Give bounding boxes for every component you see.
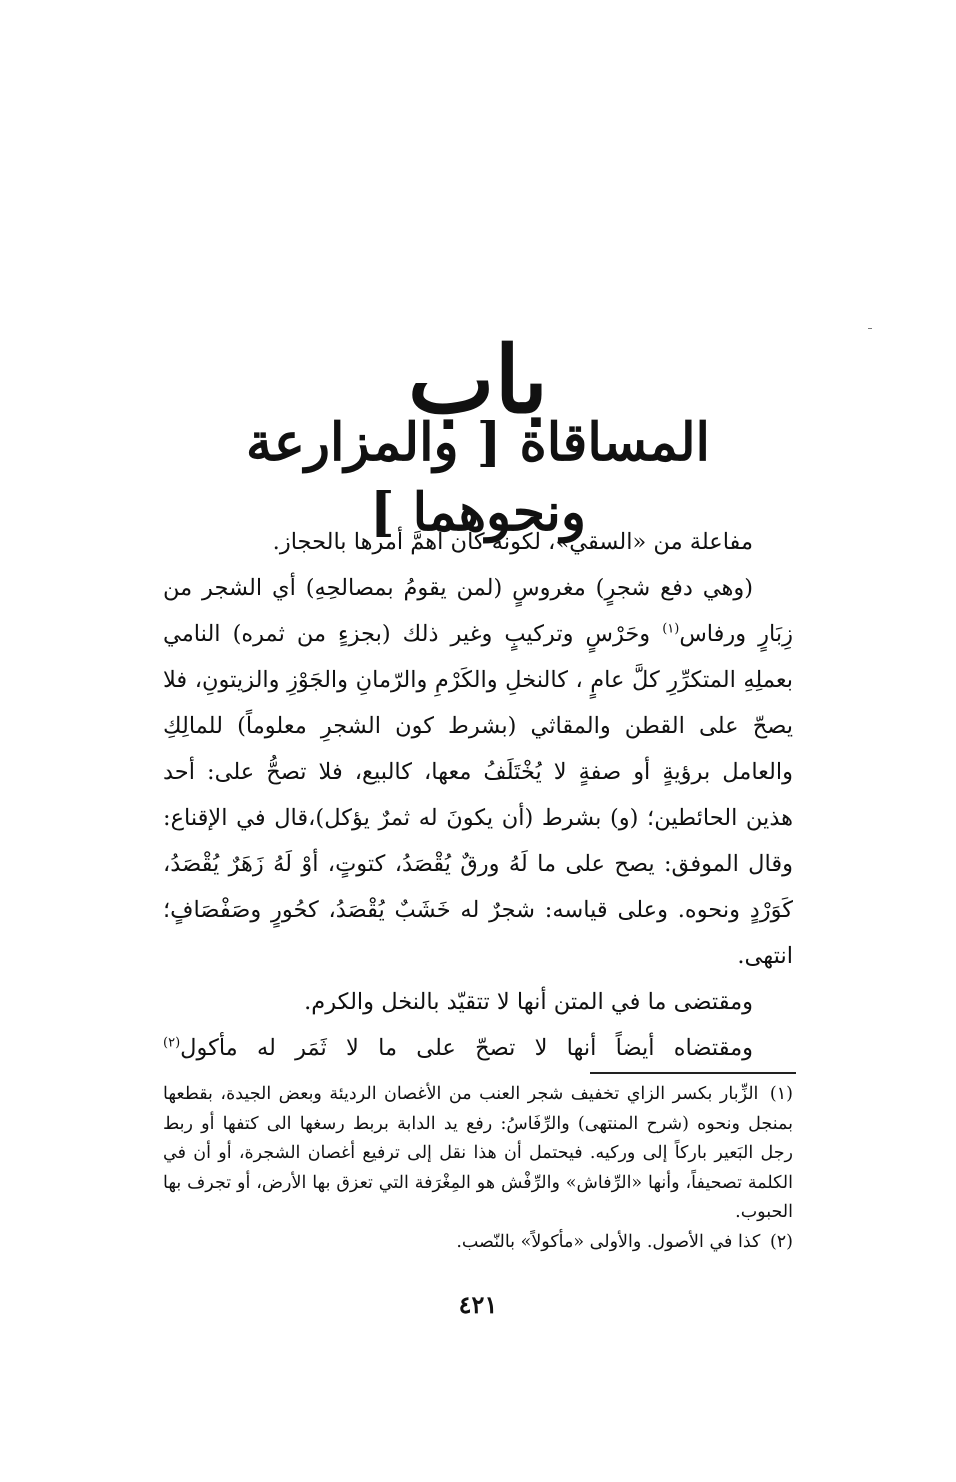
chapter-title: المساقاة [ والمزارعة ونحوهما ] — [246, 412, 710, 543]
paragraph-main — [163, 565, 793, 979]
footnote-ref: (٢) — [163, 1035, 181, 1051]
footnote-2 — [163, 1228, 793, 1258]
footnote-mark: (١) — [769, 1084, 793, 1104]
footnote-text: كذا في الأصول. والأولى «مأكولاً» بالنّصب. — [456, 1231, 761, 1252]
main-text — [163, 519, 793, 1071]
footnote-text: الزِّبار بكسر الزاي تخفيف شجر العنب من الأغصان الرديئة وبعض الجيدة، بقطعها بمنجل ونحوه (شرح المنتهى) والرِّفَاسُ: رفع يد الدابة بربط رسغها الى كتفها أو ربط رجل البَعير باركاً إلى وركيه. فيحتمل أن هذا نقل إلى ترفيع أغصان الشجرة، أو أن في الكلمة تصحيفاً، وأنها «الرِّفاش» والرِّفْش هو المِغْرَفة التي تعزق بها الأرض، أو تجرف بها الحبوب. — [163, 1084, 793, 1222]
footnote-mark: (٢) — [769, 1231, 793, 1252]
page-number: ٤٢١ — [458, 1290, 498, 1319]
footnote-1 — [163, 1080, 793, 1228]
paragraph-text: (وهي دفع شجرٍ) مغروسٍ (لمن يقومُ بمصالحِهِ) أي الشجر من زِبَارٍ ورفاس — [163, 575, 794, 647]
footnote-ref: (١) — [662, 621, 680, 637]
footnotes — [163, 1080, 793, 1257]
paragraph-text: ومقتضى ما في المتن أنها لا تتقيّد بالنخل والكرم. — [304, 989, 753, 1015]
scan-edge-mark — [868, 328, 872, 329]
bab-heading: باب — [407, 326, 549, 434]
paragraph-text: ومقتضاه أيضاً أنها لا تصحّ على ما لا ثَمَر له مأكول — [180, 1035, 753, 1061]
paragraph-text: مفاعلة من «السقي»، لكونه كان أهمَّ أمرها بالحجاز. — [272, 529, 753, 555]
paragraph-definition — [163, 519, 793, 565]
footnote-divider — [590, 1072, 796, 1074]
paragraph-implication-1 — [163, 979, 793, 1025]
paragraph-text-continued: وحَرْسٍ وتركيبٍ وغير ذلك (بجزءٍ من ثمره) النامي بعملِهِ المتكرِّرِ كلَّ عامٍ ، كالنخلِ والكَرْمِ والرّمانِ والجَوْزِ والزيتونِ، فلا يصحّ على القطن والمقاثي (بشرط كون الشجرِ معلوماً) للمالِكِ والعامل برؤيةٍ أو صفةٍ لا يُخْتَلَفُ معها، كالبيع، فلا تصحُّ على: أحد هذين الحائطين؛ (و) بشرط (أن يكونَ له ثمرٌ يؤكل)،قال في الإقناع: وقال الموفق: يصح على ما لَهُ ورقٌ يُقْصَدُ، كتوتٍ، أوْ لَهُ زَهَرٌ يُقْصَدُ، كَوَرْدٍ ونحوه. وعلى قياسه: شجرٌ له خَشَبٌ يُقْصَدُ، كحُورٍ وصَفْصَافٍ؛ انتهى. — [163, 621, 793, 969]
paragraph-implication-2 — [163, 1025, 793, 1071]
